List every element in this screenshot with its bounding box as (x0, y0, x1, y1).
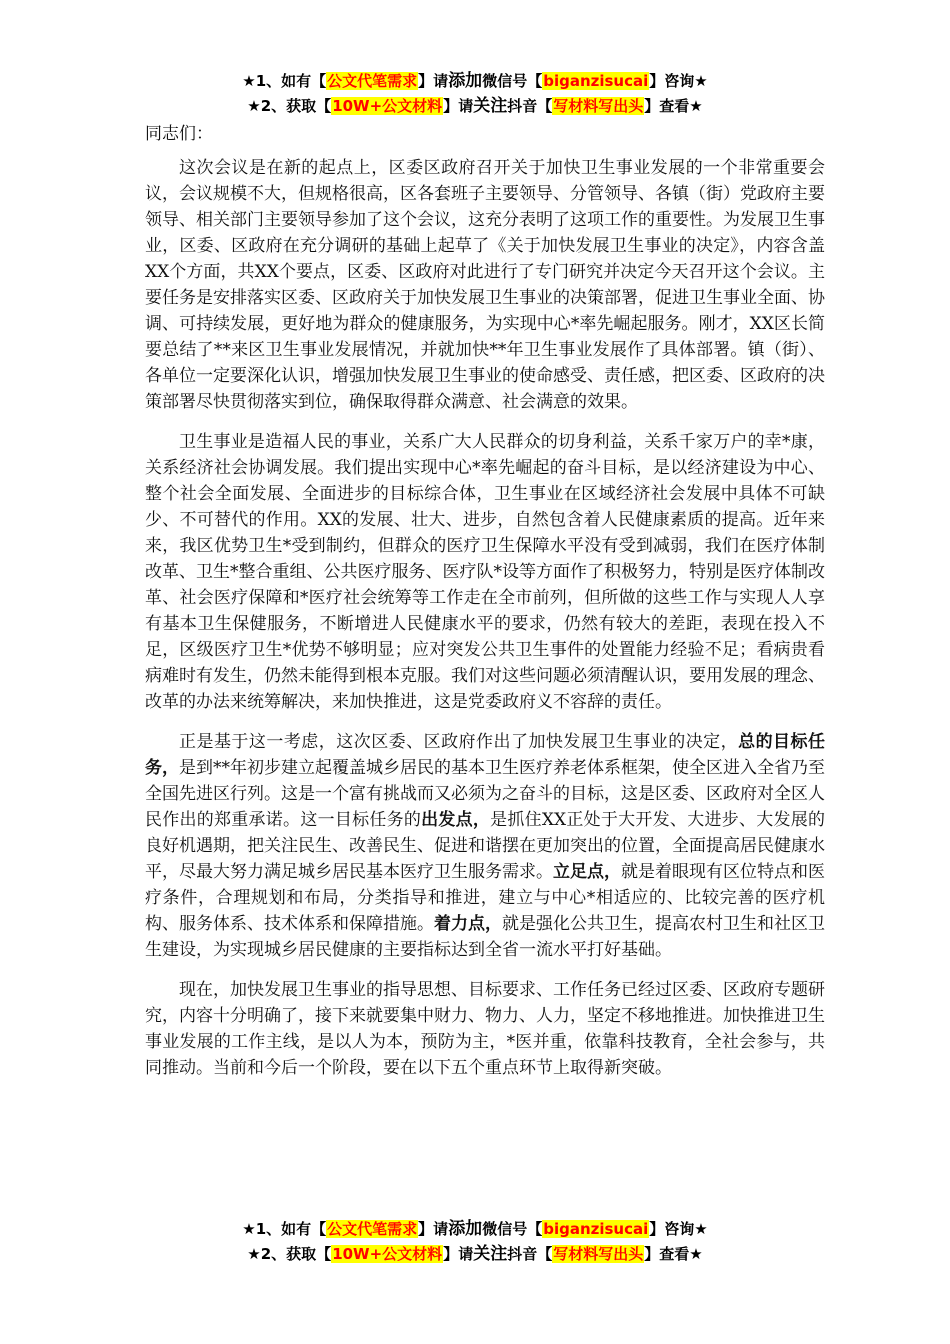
banner-text: 抖音【 (507, 1245, 553, 1263)
banner-text: 微信号【 (482, 72, 543, 90)
banner-text: 】请 (443, 1245, 474, 1263)
paragraph-text: 就是着眼现有区位特点和医疗条件，合理规划和布局，分类指导和推进，建立与中心*相适应的、比较完善的医疗机构、服务体系、技术体系和保障措施。 (145, 862, 825, 934)
paragraph-3 (145, 729, 825, 963)
promo-banner-bottom-line-2 (0, 1243, 950, 1265)
banner-emphasis: 添加 (448, 1219, 483, 1239)
banner-text: ★1、如有【 (242, 72, 327, 90)
document-body (145, 121, 825, 1095)
banner-text: 】请 (418, 72, 449, 90)
promo-banner-bottom-line-1 (0, 1218, 950, 1240)
banner-text: 微信号【 (482, 1220, 543, 1238)
paragraph-text: 就是强化公共卫生，提高农村卫生和社区卫生建设，为实现城乡居民健康的主要指标达到全省一流水平打好基础。 (145, 914, 825, 960)
banner-text: 】咨询★ (649, 1220, 708, 1238)
salutation: 同志们： (145, 124, 213, 144)
paragraph-1: 这次会议是在新的起点上，区委区政府召开关于加快卫生事业发展的一个非常重要会议，会议规模不大，但规格很高，区各套班子主要领导、分管领导、各镇（街）党政府主要领导、相关部门主要领导参加了这个会议，这充分表明了这项工作的重要性。为发展卫生事业，区委、区政府在充分调研的基础上起草了《关于加快发展卫生事业的决定》，内容含盖XX个方面，共XX个要点，区委、区政府对此进行了专门研究并决定今天召开这个会议。主要任务是安排落实区委、区政府关于加快发展卫生事业的决策部署，促进卫生事业全面、协调、可持续发展，更好地为群众的健康服务，为实现中心*率先崛起服务。刚才，XX区长简要总结了**来区卫生事业发展情况，并就加快**年卫生事业发展作了具体部署。镇（街）、各单位一定要深化认识，增强加快发展卫生事业的使命感受、责任感，把区委、区政府的决策部署尽快贯彻落实到位，确保取得群众满意、社会满意的效果。 (145, 158, 825, 412)
promo-banner-line-1 (0, 70, 950, 92)
bold-keyword: 总的目标任务， (145, 732, 825, 778)
banner-highlight: 公文代笔需求 (327, 72, 418, 90)
promo-banner-line-2 (0, 95, 950, 117)
banner-text: 】咨询★ (649, 72, 708, 90)
banner-emphasis: 关注 (473, 1244, 508, 1264)
banner-highlight: 10W+公文材料 (332, 97, 443, 115)
banner-text: ★2、获取【 (247, 1245, 332, 1263)
banner-text: ★2、获取【 (247, 97, 332, 115)
banner-text: ★1、如有【 (242, 1220, 327, 1238)
banner-text: 】请 (443, 97, 474, 115)
banner-text: 】查看★ (644, 97, 703, 115)
paragraph-4: 现在，加快发展卫生事业的指导思想、目标要求、工作任务已经过区委、区政府专题研究，内容十分明确了，接下来就要集中财力、物力、人力，坚定不移地推进。加快推进卫生事业发展的工作主线，是以人为本，预防为主，*医并重，依靠科技教育，全社会参与，共同推动。当前和今后一个阶段，要在以下五个重点环节上取得新突破。 (145, 980, 825, 1078)
paragraph-text: 正是基于这一考虑，这次区委、区政府作出了加快发展卫生事业的决定， (179, 732, 739, 752)
bold-keyword: 着力点， (434, 914, 502, 934)
banner-highlight: biganzisucai (543, 1220, 649, 1238)
bold-keyword: 立足点， (553, 862, 621, 882)
banner-emphasis: 关注 (473, 96, 508, 116)
banner-text: 抖音【 (507, 97, 553, 115)
banner-highlight: 写材料写出头 (553, 97, 644, 115)
banner-highlight: 10W+公文材料 (332, 1245, 443, 1263)
paragraph-text: 是到**年初步建立起覆盖城乡居民的基本卫生医疗养老体系框架，使全区进入全省乃至全国先进区行列。这是一个富有挑战而又必须为之奋斗的目标，这是区委、区政府对全区人民作出的郑重承诺。这一目标任务的 (145, 758, 825, 830)
bold-keyword: 出发点， (421, 810, 491, 830)
banner-highlight: biganzisucai (543, 72, 649, 90)
banner-text: 】请 (418, 1220, 449, 1238)
banner-highlight: 公文代笔需求 (327, 1220, 418, 1238)
banner-text: 】查看★ (644, 1245, 703, 1263)
banner-highlight: 写材料写出头 (553, 1245, 644, 1263)
paragraph-2: 卫生事业是造福人民的事业，关系广大人民群众的切身利益，关系千家万户的幸*康，关系经济社会协调发展。我们提出实现中心*率先崛起的奋斗目标，是以经济建设为中心、整个社会全面发展、全面进步的目标综合体，卫生事业在区域经济社会发展中具体不可缺少、不可替代的作用。XX的发展、壮大、进步，自然包含着人民健康素质的提高。近年来来，我区优势卫生*受到制约，但群众的医疗卫生保障水平没有受到减弱，我们在医疗体制改革、卫生*整合重组、公共医疗服务、医疗队*设等方面作了积极努力，特别是医疗体制改革、社会医疗保障和*医疗社会统筹等工作走在全市前列，但所做的这些工作与实现人人享有基本卫生保健服务，不断增进人民健康水平的要求，仍然有较大的差距，表现在投入不足，区级医疗卫生*优势不够明显；应对突发公共卫生事件的处置能力经验不足；看病贵看病难时有发生，仍然未能得到根本克服。我们对这些问题必须清醒认识，要用发展的理念、改革的办法来统筹解决，来加快推进，这是党委政府义不容辞的责任。 (145, 432, 825, 712)
banner-emphasis: 添加 (448, 71, 483, 91)
paragraph-text: 是抓住XX正处于大开发、大进步、大发展的良好机遇期，把关注民生、改善民生、促进和谐摆在更加突出的位置，全面提高居民健康水平，尽最大努力满足城乡居民基本医疗卫生服务需求。 (145, 810, 825, 882)
